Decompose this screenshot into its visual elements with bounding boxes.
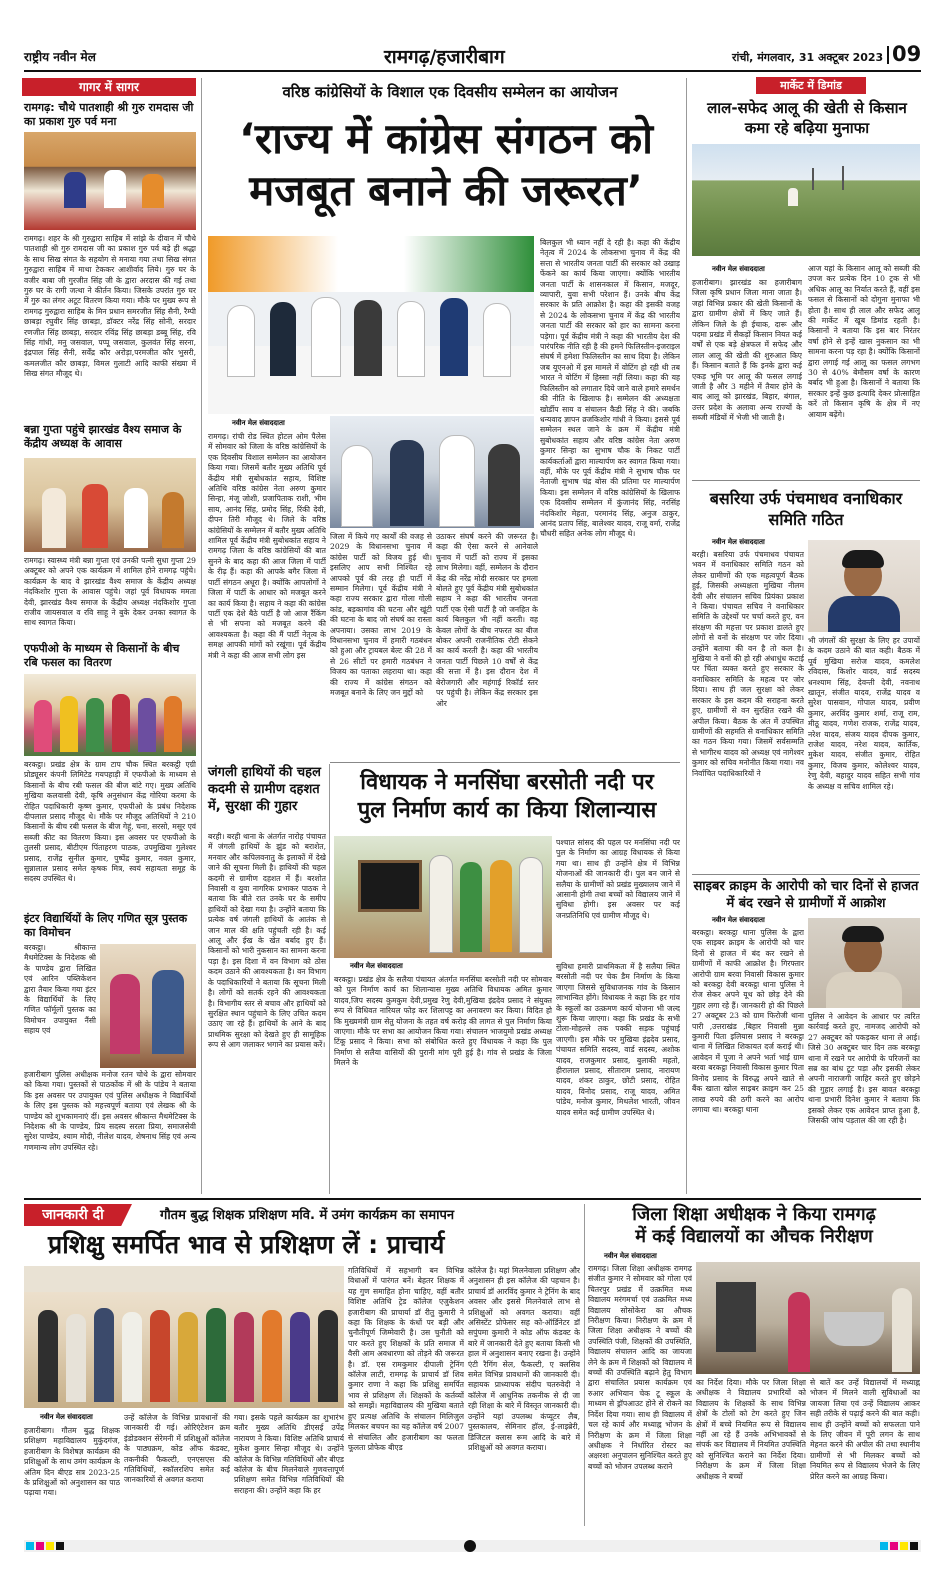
elephant-headline: जंगली हाथियों की चहल कदमी से ग्रामीण दहशत में, सुरक्षा की गुहार	[208, 765, 321, 814]
dateline: रांची, मंगलवार, 31 अक्टूबर 2023	[732, 51, 884, 64]
training-body-1: हजारीबाग। गौतम बुद्ध शिक्षक प्रशिक्षण महाविद्यालय मुकुंदगंज, हजारीबाग के विशेषज्ञ कार्यक्रम की प्रशिक्षुओं के साथ उमंग कार्यक्रम के अंतिम दिन बीएड सत्र 2023-25 के प्रशिक्षुओं को अनुशासन का पाठ पढ़ाया गया।	[24, 1426, 120, 1498]
training-body-3: गया। इसके पहले कार्यक्रम का शुभारंभ बतौर मुख्य अतिथि डीएसई उपेंद्र नारायण ने किया। विशिष्ट अतिथि प्राचार्य मुकेश कुमार सिन्हा मौजूद थे। उन्होंने कॉलेज के विभिन्न गतिविधियों और बीएड कॉलेज के बीच मिलनेवाले गुणवत्तापूर्ण प्रशिक्षण समेत विभिन्न गतिविधियों की सराहना की। उन्होंने कहा कि हर	[234, 1413, 344, 1495]
training-body-5: कॉलेज है। यहां मिलनेवाला प्रशिक्षण और अनुशासन ही इस कॉलेज की पहचान है। प्राचार्य डॉ आरविंद कुमार ने ट्रेनिंग के बाद अवसर और इससे मिलनेवाले लाभ से प्रशिक्षुओं को अवगत कराया। वहीं असिस्टेंट प्रोफेसर सह को-ऑर्डिनेटर डॉ सपुंपमा कुमारी ने कोड ऑफ कंडक्ट के बारे में जानकारी देते हुए बताया किसी भी हाल में अनुशासन बनाए रखना है। उन्होंने एंटी रैगिंग सेल, फैकल्टी, ए क्लसिव समेत विभिन्न प्रावधानों की जानकारी दी। सहायक प्राध्यापक संदीप चतरुवेदी ने कॉलेज में आधुनिक तकनीक से दी जा रही शिक्षा के बारे में विस्तृत जानकारी दी। उन्होंने यहां उपलब्ध कंप्यूटर लैब, पुस्तकालय, सेमिनार हॉल, ई-लाइब्रेरी, डिजिटल क्लास रूम आदि के बारे में प्रशिक्षुओं को अवगत कराया।	[468, 1266, 580, 1452]
bridge-body-2: बरकट्ठा। प्रखंड क्षेत्र के सलैया पंचायत अंतर्गत मनसिंघा बरसोती नदी पर सोमवार को पुल निर्माण कार्य का शिलान्यास मुख्य अतिथि विधायक अमित कुमार यादव,जिप सदस्य कुमकुम देवी,प्रमुख रेणु देवी,मुखिया इंद्रदेव प्रसाद ने संयुक्त रूप से विधिवत नारियल फोड़ कर शिलापट्ट का अनावरण कर किया। विदित हो कि मुख्यमंत्री ग्राम सेतु योजना के तहत वर्ष करोड़ की लागत से पुल निर्माण किया जाएगा। मौके पर सभा का आयोजन किया गया। संचालन भाजयुमो प्रखंड अध्यक्ष टिंकू प्रसाद ने किया। सभा को संबोधित करते हुए विधायक ने कहा कि पुल निर्माण से सलैया वासियों की पुरानी मांग पूरी हुई है। गांव से प्रखंड के जिला मिलने के	[334, 975, 552, 1068]
color-registration-strip	[24, 1540, 921, 1552]
brief-3-body: बरकट्ठा। प्रखंड क्षेत्र के ग्राम टाप चौक स्थित बरकट्ठी एग्री प्रोड्यूसर कंपनी लिमिटेड गयपहाड़ी में एफपीओ के माध्यम से किसानों के बीच रबी फसल की बीज बांटे गए। मुख्य अतिथि मुखिया कलवासी देवी, कृषि अनुसंधान केंद्र गोरिया करमा के रोहित पदाधिकारी कृष्ण कुमार, एफपीओ के प्रबंध निदेशक दीपलाल प्रसाद मौजूद थे। मौके पर मौजूद अतिथियों ने 210 किसानों के बीच रबी फसल के बीज गेहूं, चना, सरसो, मसूर एवं सब्जी कीट का वितरण किया। इस अवसर पर एफपीओ के तुलसी प्रसाद, बीटीएम पिंताहरण पाठक, उपमुखिया गुलेश्वर प्रसाद, राजेंद्र सुनील कुमार, पुष्पेंद्र कुमार, नवल कुमार, सुन्नालाल प्रसाद समेत कृषक मित्र, स्वयं सहायता समूह के सदस्य उपस्थित थे।	[24, 760, 196, 884]
minister-visit-photo	[24, 458, 196, 552]
bottom-divider	[584, 1204, 585, 1526]
col4-rule-2	[692, 874, 920, 875]
brief-4-body-b: हजारीबाग पुलिस अधीक्षक मनोज रतन चोथे के द्वारा सोमवार को किया गया। पुस्तकों से पाठकोंक में श्री के पांडेय ने बताया कि इस अवसर पर उपायुक्त एवं पुलिस अधीक्षक ने विद्यार्थियों के लिए इस पुस्तक को महत्त्वपूर्ण बताया एवं लेखक श्री के पाण्डेय को शुभकामनाएं दीं। इस अवसर श्रीकान्त मैथमेटिक्स के निदेशक श्री के पाण्डेय, प्रिय सदस्य सरला प्रिया, समाजसेवी सुरेश पाण्डेय, श्याम मोदी, नीलेश यादव, शेषनाथ सिंह एवं अन्य गणमान्य लोग उपस्थित रहे।	[24, 1070, 196, 1152]
bridge-headline-2: पुल निर्माण कार्य का किया शिलान्यास	[357, 798, 657, 823]
potato-body-1: हजारीबाग। झारखंड का हजारीबाग जिला कृषि प्रधान जिला माना जाता है। जहां विभिन्न प्रकार की खेती किसानों के द्वारा ग्रामीण क्षेत्रों में किए जाते हैं। लेकिन जिले के ही ईचाक, दारू और पदमा प्रखंड में सैकड़ों किसान नियत कई वर्षों से एक बड़े क्षेत्रफल में सफेद और लाल आलू की खेती की शुरुआत किए हैं। किसान बताते हैं कि इनके द्वारा कई एकड़ भूमि पर आलू की फसल लगाई जाती है और 3 महीने में तैयार होने के बाद आलू को झारखंड, बिहार, बंगाल, उत्तर प्रदेश के अलावा अन्य राज्यों के सब्जी मंडियों में भेजी भी जाती है।	[692, 278, 802, 423]
cyber-byline: नवीन मेल संवाददाता	[712, 916, 765, 924]
dateline-divider	[887, 46, 889, 64]
lead-bottom-rule	[330, 762, 680, 763]
congress-stage-photo	[330, 416, 534, 528]
brief-2-body: रामगढ़। स्वास्थ्य मंत्री बन्ना गुप्ता एवं उनकी पत्नी सुधा गुप्ता 29 अक्टूबर को अपने एक कार्यक्रम में शामिल होने रामगढ़ पहुंचे। कार्यक्रम के बाद वे झारखंड वैश्य समाज के केंद्रीय अध्यक्ष नंदकिशोर गुप्ता के आवास पहुंचे। जहां पूर्व विधायक ममता देवी, झारखंड वैश्य समाज के केंद्रीय अध्यक्ष नंदकिशोर गुप्ता राजीव जायसवाल व रवि साहू ने बुके देकर उनका स्वागत के साथ स्वागत किया।	[24, 556, 196, 628]
lead-body-3: उठाकर संघर्ष करने की जरूरत है। कहा की ऐसा करने से आनेवाले चुनाव में पार्टी को राज्य में इसका लाभ मिलेगा। वहीं, सम्मेलन के दौरान केंद्र की नरेंद्र मोदी सरकार पर हमला बोलते हुए पूर्व केंद्रीय मंत्री सुबोधकांत सहाय ने कहा की भारतीय जनता पार्टी एक ऐसी पार्टी है जो जनहित के कार्य बिलकुल भी नहीं करती। वह केवल लोगों के बीच नफरत का बीज बोकर अपनी राजनीतिक रोटी सेकने का कार्य करती है। कहा की भारतीय जनता पार्टी पिछले 10 वर्षों से केंद्र की सत्ता में है। इस दौरान देश में बेरोजगारी और महंगाई रिकॉर्ड स्तर पर पहुंची है। लेकिन केंद्र सरकार इस ओर	[436, 532, 538, 708]
lead-byline: नवीन मेल संवाददाता	[232, 419, 285, 427]
potato-body-2: आज यहां के किसान आलू को सब्जी की उपज कर प्रत्येक दिन 10 ट्रक से भी अधिक आलू का निर्यात करते हैं, वहीं इस फसल से किसानों को दोगुना मुनाफा भी होता है। साथ ही लाल और सफेद आलू की मार्केट में खूब डिमांड रहती है। किसानों ने बताया कि इस बार निरंतर वर्षा होने से इन्हें खास नुकसान का भी सामना करना पड़ रहा है। क्योंकि किसानों द्वारा लगाई गई आलू का फसल लगभग 30 से 40% बेमौसम वर्षा के कारण बर्बाद भी हुआ है। किसानों ने बताया कि सरकार इन्हें कुछ इत्यादि देकर प्रोत्साहित करें तो किसान कृषि के क्षेत्र में नए आयाम बढ़ेंगे।	[808, 264, 920, 419]
page-number: 09	[892, 42, 922, 66]
inspection-body-2: का निर्देश दिया। मौके पर जिला शिक्षा अधीक्षक ने विद्यालय प्रभारियों को विद्यालय के शिक्षकों के साथ विभिन्न क्षेत्रों के टोलों को टेग करते हुए जिन क्षेत्रों में बच्चे नियमित रूप से विद्यालय नहीं आ रहे हैं उनके अभिभावकों से संपर्क कर विद्यालय में नियमित उपस्थिति को सुनिश्चित कराने का निर्देश दिया। निरीक्षण के क्रम में जिला शिक्षा अधीक्षक ने बच्चों	[696, 1378, 806, 1481]
potato-byline: नवीन मेल संवाददाता	[712, 265, 765, 273]
samiti-byline: नवीन मेल संवाददाता	[712, 538, 765, 546]
brief-3-headline: एफपीओ के माध्यम से किसानों के बीच रबि फसल का वितरण	[24, 642, 180, 669]
samiti-headline: बसरिया उर्फ पंचमाधव वनाधिकार समिति गठित	[709, 489, 903, 529]
samiti-portrait-photo	[808, 540, 920, 632]
brief-4-body-a: बरकट्ठा। श्रीकान्त मैथमेटिक्स के निदेशक श्री के पाण्डेय द्वारा लिखित एवं आरिन पब्लिकेशन द्वारा तैयार किया गया इंटर के विद्यार्थियों के लिए गणित फॉर्मूलों पुस्तक का विमोचन उपायुक्त नैंसी सहाय एवं	[24, 943, 96, 1036]
elephant-body: बरही। बरही थाना के अंतर्गत नारोह पंचायत में जंगली हाथियों के झुंड को बराशेत, मनवार और कपिलवनातु के इलाकों में देखे जाने की सूचना मिली है। हाथियों की चहल कदमी से ग्रामीण दहशत में हैं। बरशोत निवासी व युवा नागरिक प्रभाकर पाठक ने बताया कि बीते रात उनके घर के समीप हाथियों को देखा गया है। उन्होंने बताया कि प्रत्येक वर्ष जंगली हाथियों के आतंक से जान माल की क्षति पहुंचती रही है। कई आलू और ईख के खेत बर्बाद हुए हैं। किसानों को भारी नुकसान का सामना करना पड़ा है। इस दिशा में वन विभाग को ठोस कदम उठाने की आवश्यकता है। वन विभाग के पदाधिकारियों ने बताया कि सूचना मिली है। लोगों को सतर्क रहने की आवश्यकता है। विभागीय स्तर से बचाव और हाथियों को सुरक्षित स्थान पहुंचाने के लिए उचित कदम उठाए जा रहे हैं। हाथियों के आने के बाद प्राथमिक सुरक्षा को देखते हुए ही सामूहिक रूप से आग जलाकर भगाने का प्रयास करें।	[208, 832, 326, 1050]
col3-divider	[686, 78, 687, 1194]
section-tag-gagar: गागर में सागर	[22, 78, 196, 96]
inspection-byline: नवीन मेल संवाददाता	[604, 1252, 657, 1260]
inspection-headline-1: जिला शिक्षा अधीक्षक ने किया रामगढ़	[632, 1204, 876, 1225]
masthead	[0, 0, 945, 72]
potato-headline: लाल-सफेद आलू की खेती से किसान कमा रहे बढ़िया मुनाफा	[707, 99, 907, 137]
book-launch-photo	[100, 944, 196, 1068]
bridge-byline: नवीन मेल संवाददाता	[350, 962, 403, 970]
lead-body-4: बिलकुल भी ध्यान नहीं दे रही है। कहा की केंद्रीय नेतृत्व में 2024 के लोकसभा चुनाव में केंद्र की सत्ता से भारतीय जनता पार्टी की सरकार को उखाड़ फेंकने का कार्य किया जाएगा। क्योंकि भारतीय जनता पार्टी के शासनकाल में किसान, मजदूर, व्यापारी, युवा सभी परेशान हैं। उनके बीच केंद्र सरकार के प्रति आक्रोश है। कहा की इसकी वजह से 2024 के लोकसभा चुनाव में केंद्र की भारतीय जनता पार्टी की सरकार को हार का सामना करना पड़ेगा। पूर्व केंद्रीय मंत्री ने कहा की भारतीय देश की पारंपरिक नीति रही है की हमने फिलिस्तीन-इजराइल संघर्ष में हमेशा फिलिस्तीन का साथ दिया है। लेकिन जब यूएनओ में इस मामले में वोटिंग हो रही थी तब भारत ने वोटिंग में हिस्सा नहीं लिया। कहा की यह फिलिस्तीन को लगातार दिये जाने वाले हमारे समर्थन की नीति के खिलाफ है। सम्मेलन की अध्यक्षता खोर्डीप साय व संचालन कैडी सिंह ने की। जबकि धन्यवाद ज्ञापन व्रजकिशोर गांधी ने किया। इससे पूर्व सम्मेलन स्थल जाने के क्रम में केंद्रीय मंत्री सुबोधकांत सहाय और वरिष्ठ कांग्रेस नेता अरुण कुमार सिन्हा का सुभाष चौक के निकट पार्टी कार्यकर्ताओं द्वारा माल्यार्पण कर स्वागत किया गया। वहीं, मौके पर पूर्व केंद्रीय मंत्री ने सुभाष चौक पर नेताजी सुभाष चंद्र बोस की प्रतिमा पर माल्यार्पण किया। इस सम्मेलन में वरिष्ठ कांग्रेसियों के खिलाफ एक दिवसीय सम्मेलन में कुंजानंद सिंह, नरसिंह नंदकिशोर मेहता, परमानंद सिंह, अनुज ठाकुर, आनंद प्रताप सिंह, बालेश्वर यादव, राजू वर्मा, राजेंद्र चौधरी सहित अनेक लोग मौजूद थे।	[540, 238, 680, 539]
cyber-body-1: बरकट्ठा। बरकट्ठा थाना पुलिस के द्वारा एक साइबर क्राइम के आरोपी को चार दिनों से हाजत में बंद कर रखने से ग्रामीणों में काफी आक्रोश है। गिरफ्तार आरोपी ग्राम बरवा निवासी विकास कुमार को बरकट्ठा देवी बरकट्ठा थाना पुलिस ने रोज सेकर अपने यूथ को छोड़ देने की गुहार लगा रहे हैं। जानकारी हो की पिछले 27 अक्टूबर 23 को ग्राम फिरोजी थाना पारी ,उत्तराखंड ,बिहार निवासी मुन्ना कुमारी पिता इलियास प्रसाद ने बरकट्ठा थाना में लिखित शिकायत दर्ज कराई थी। आवेदन में पूजा ने अपने भर्ता भाई ग्राम बरवा बरकट्ठा निवासी विकास कुमार पिता विनोद प्रसाद के विरुद्ध अपने खाते से बैंक खाता खोल साइबर क्राइम कर 25 लाख रुपये की ठगी करने का आरोप लगाया था। बरकट्ठा थाना	[692, 928, 804, 1114]
training-kicker: गौतम बुद्ध शिक्षक प्रशिक्षण मवि. में उमंग कार्यक्रम का समापन	[160, 1208, 455, 1223]
lead-body-2: जिला में किये गए कार्यों की वजह से 2029 के विधानसभा चुनाव में कांग्रेस पार्टी को विजय हुई थी। इसलिए आप सभी निश्चित रहे आपको पूर्व की तरह ही पार्टी में सम्मान मिलेगा। पूर्व केंद्रीय मंत्री ने कहा राज्य सरकार द्वारा गोला गोली कांड, बड़कागांव की घटना और खूंटी की घटना के बाद जो संघर्ष का रास्ता अपनाया। उसका लाभ 2019 के विधानसभा चुनाव में हमारी गठबंधन को हुआ और ट्रायबल बेल्ट की 28 में से 26 सीटों पर हमारी गठबंधन ने विजय का पताका लहराया था। कहा की राज्य में कांग्रेस संगठन को मजबूत बनाने के लिए जन मुद्दों को	[330, 532, 432, 698]
col1-divider	[201, 78, 202, 1194]
congress-meeting-photo	[208, 236, 534, 414]
training-body-4: गतिविधियों में सहभागी बन विभिन्न विधाओं में पारंगत बनें। बेहतर शिक्षक में यह गुण समाहित होना चाहिए, वहीं बतौर विशिष्ट अतिथि ट्रेड कॉलेज एजुकेशन हजारीबाग की प्राचार्या डॉ रीतु कुमारी ने कहा कि शिक्षक के कंधों पर बड़ी और चुनौतीपूर्ण जिम्मेवारी है। उस चुनौती को पार करते हुए शिक्षकों के प्रति समाज में वैसी आम अवधारणा को तोड़ने की जरूरत है। डॉ. एस रामकुमार दीपाली ट्रेनिंग कॉलेज लाटी, रामगढ़ के प्राचार्य डॉ शिव कुमार राणा ने कहा कि प्रशिक्षु समर्पित भाव से प्रशिक्षण लें। शिक्षकों के कर्तव्यों को समझें। महाविद्यालय की मुखिया बताते हुए प्रत्यक्ष अतिथि के संचालन मिलिजुल मिलकर बचपन का यह कॉलेज वर्ष 2007 से संचालित और हजारीबाग का फलता फूलता प्रोफेक बीएड	[348, 1266, 464, 1452]
potato-field-photo	[692, 144, 920, 256]
fpo-distribution-photo	[24, 674, 196, 756]
training-tag: जानकारी दी	[42, 1207, 104, 1223]
school-kitchen-photo	[696, 1262, 920, 1374]
training-headline: प्रशिक्षु समर्पित भाव से प्रशिक्षण लें : प्राचार्य	[48, 1230, 445, 1259]
lead-headline-1: ‘राज्य में कांग्रेस संगठन को	[238, 114, 654, 163]
samiti-body-2: भी जंगलों की सुरक्षा के लिए हर उपायों के कदम उठाने की बात कही। बैठक में पूर्व मुखिया सरोज यादव, कमलेश रविदास, किशोर यादव, वार्ड सदस्य धनश्याम सिंह, देवन्ती देवी, नवनाथ खातून, संजीत यादव, राजेंद्र यादव व सुरेश पासवान, गोपाल यादव, प्रवीण कुमार, अरविंद कुमार शर्मा, राजू राम, मीठू यादव, गणेश राजक, राजेंद्र यादव, नरेश यादव, संजय यादव दीपक कुमार, राजेश यादव, नरेश यादव, कार्तिक, मुकेश यादव, संजीत कुमार, रोहित कुमार, विजय कुमार, कोलेश्वर यादव, रेणु देवी, बहादुर यादव सहित सभी गांव के अध्यक्ष व सचिव शामिल रहे।	[808, 636, 920, 791]
section-title: रामगढ़/हजारीबाग	[384, 46, 505, 68]
elephant-divider	[329, 764, 330, 1194]
bridge-foundation-photo	[334, 836, 552, 958]
inspection-body-3: से बातें कर उन्हें विद्यालयों में मध्याह्न भोजन में मिलने वाली सुविधाओं का जायजा लिया एवं उन्हें विद्यालय आकर सही तरीके से पढ़ाई करने की बात कही। साथ ही उन्होंने बच्चों को सफलता पाने के लिए जीवन में पूरी लगन के साथ मेहनत करने की अपील की तथा स्थानीय ग्रामीणों से भी मिलकर बच्चों को नियमित रूप से विद्यालय भेजने के लिए प्रेरित करने का आग्रह किया।	[810, 1378, 920, 1481]
brief-1-body: रामगढ़। शहर के श्री गुरुद्वारा साहिब में सांझे के दीवान में चौथे पातशाही श्री गुरु रामदास जी का प्रकाश गुरु पर्व बड़े ही श्रद्धा के साथ सिख संगत के सहयोग से मनाया गया तथा सिख संगत गुरुद्वारा साहिब में माथा टेककर आशीर्वाद लिये। गुरु घर के वजीर बाबा जी गुरजीत सिंह जी के द्वारा अरदास की गई तथा गुरु घर के रागी जत्था ने कीर्तन किया। जिसके उपरांत गुरु घर में गुरु का लंगर अटूट वितरण किया गया। मौके पर मुख्य रूप से रामगढ़ गुरुद्वारा साहिब के मिन प्रधान समरजीत सिंह सैनी, रैम्पी छाबड़ा रघुवीर सिंह छाबड़ा, डॉक्टर नरेंद्र सिंह सोनी, सरदार रणजीत सिंह छाबड़ा, सरदार रविंद्र सिंह छाबड़ा डब्बू सिंह, रवि सिंह गांधी, मनु जसवाल, पप्पू जसवाल, कुलवंत सिंह सरना, इंद्रपाल सिंह सैनी, सर्वेंद्र कौर अरोड़ा,परमजीत कौर भुसरी, कमलजीत कौर छाबड़ा, विमल गुलाटी आदि काफी संख्या में सिख संगत मौजूद थे।	[24, 234, 196, 379]
bottom-section-rule	[24, 1198, 921, 1200]
lead-kicker: वरिष्ठ कांग्रेसियों के विशाल एक दिवसीय सम्मेलन का आयोजन	[282, 83, 618, 101]
brief-2-headline: बन्ना गुप्ता पहुंचे झारखंड वैश्य समाज के केंद्रीय अध्यक्ष के आवास	[24, 423, 182, 450]
cyber-body-2: पुलिस ने आवेदन के आधार पर त्वरित कार्रवाई करते हुए, नामजद आरोपी को 27 अक्टूबर को पकड़कर थाना ले आई। जिसे 30 अक्टूबर चार दिन तक बरकट्ठा थाना में रखने पर आरोपी के परिजनों का सब्र का बांध टूट पड़ा और इसकी लेकर अपनी नाराजगी जाहिर करते हुए छोड़ने की गुहार लगाई है। इस बावत बरकट्ठा थाना प्रभारी दिनेश कुमार ने बताया कि इसको लेकर एक आवेदन प्राप्त हुआ है, जिसकी जांच पड़ताल की जा रही है।	[808, 1012, 920, 1126]
bridge-body-1: पश्चात सांसद की पहल पर मनसिंघा नदी पर पुल के निर्माण का आग्रह विधायक से किया गया था। साथ ही उन्होंने क्षेत्र में विभिन्न योजनाओं की जानकारी दी। पुल बन जाने से सलैया के ग्रामीणों को प्रखंड मुख्यालय जाने में आसानी होगी तथा बच्चों को विद्यालय जाने में सुविधा होगी। इस अवसर पर कई जनप्रतिनिधि एवं ग्रामीण मौजूद थे।	[556, 838, 680, 920]
inspection-headline-2: में कई विद्यालयों का औचक निरीक्षण	[635, 1226, 873, 1247]
brief-4-headline: इंटर विद्यार्थियों के लिए गणित सूत्र पुस्तक का विमोचन	[24, 912, 188, 939]
bridge-headline-1: विधायक ने मनसिंघा बरसोती नदी पर	[360, 770, 654, 795]
newspaper-logo: राष्ट्रीय नवीन मेल	[24, 50, 96, 64]
accused-portrait-photo	[808, 918, 920, 1008]
inspection-body-1: रामगढ़। जिला शिक्षा अधीक्षक रामगढ़ संजीत कुमार ने सोमवार को गोला एवं चितरपुर प्रखंड में उत्क्रमित मध्य विद्यालय मरंगमर्चा एवं उत्क्रमित मध्य विद्यालय सोसोकेरा का औचक निरीक्षण किया। निरीक्षण के क्रम में जिला शिक्षा अधीक्षक ने बच्चों की उपस्थिति पंजी, शिक्षकों की उपस्थिति, विद्यालय संचालन आदि का जायजा लेने के क्रम में शिक्षकों को विद्यालय में बच्चों की उपस्थिति बढ़ाने हेतु विभाग द्वारा संचालित प्रयास कार्यक्रम एवं रुआर अभियान चेक टू स्कूल के माध्यम से ड्रॉपआउट होने से रोकने का निर्देश दिया गया। साथ ही विद्यालय में चल रहे कार्य और मध्याह्न भोजन के निरीक्षण के क्रम में जिला शिक्षा अधीक्षक ने निर्धारित रोस्टर का अक्षरशः अनुपालन सुनिश्चित करते हुए बच्चों को भोजन उपलब्ध कराने	[588, 1264, 692, 1471]
section-tag-market: मार्केट में डिमांड	[756, 77, 866, 94]
lead-headline-2: मजबूत बनाने की जरूरत’	[249, 166, 643, 215]
masthead-rule	[24, 70, 921, 72]
training-body-2: उन्हें कॉलेज के विभिन्न प्रावधानों की जानकारी दी गई। ओरिएंटेशन क्रम इंडोडक्शन सेरेमनी में प्रशिक्षुओं कॉलेज के पाठ्यक्रम, कोड ऑफ कंडक्ट, तकनीकी फैकल्टी, एनएसएस की गतिविधियों, स्कॉलरशिप समेत कई जानकारियों से अवगत कराया	[124, 1413, 230, 1485]
training-group-photo	[24, 1266, 344, 1408]
cyber-headline: साइबर क्राइम के आरोपी को चार दिनों से हाजत में बंद रखने से ग्रामीणों में आक्रोश	[693, 879, 919, 911]
lead-body-1: रामगढ़। रांची रोड स्थित होटल ओम पैलेस में सोमवार को जिला के वरिष्ठ कांग्रेसियों के एक दिवसीय विशाल सम्मेलन का आयोजन किया गया। जिसमें बतौर मुख्य अतिथि पूर्व केंद्रीय मंत्री सुबोधकांत सहाय, विशिष्ट अतिथि वरिष्ठ कांग्रेस नेता अरुण कुमार सिन्हा, मंजू जोशी, प्रजापिताक राशी, भीम साय, आनंद सिंह, प्रमोद सिंह, रिंकी देवी, दीपन तिरी मौजूद थे। जिले के वरिष्ठ कांग्रेसियों के सम्मेलन में बतौर मुख्य अतिथि शामिल पूर्व केंद्रीय मंत्री सुबोधकांत सहाय ने रामगढ़ जिला के वरिष्ठ कांग्रेसियों की बात सुनने के बाद कहा की आज जिला में पार्टी के रीढ़ हैं। कहा की आपके बगैर जिला में पार्टी संगठन अधूरा है। क्योंकि आपलोगों ने जिला में पार्टी के आधार को मजबूत करने का कार्य किया है। सहाय ने कहा की कांग्रेस पार्टी एक देशे बैठे पार्टी है जो आज रैंकिंग से भी सपना को मजबूत करने की आवश्यकता है। कहा की मैं पार्टी नेतृत्व के समक्ष आपकी मांगों को रखूंगा। पूर्व केंद्रीय मंत्री ने कहा की आज सभी लोग इस	[208, 432, 326, 660]
brief-1-headline: रामगढ़: चौथे पातशाही श्री गुरु रामदास जी का प्रकाश गुरु पर्व मना	[24, 101, 194, 128]
col4-rule-1	[692, 480, 920, 481]
training-byline: नवीन मेल संवाददाता	[40, 1413, 93, 1421]
bridge-body-3: सुविधा हमारी प्राथमिकता में है सलैया स्थित बरसोती नदी पर चेक डैम निर्माण के किया जाएगा जिससे सुविधाजनक गांव के किसान लाभान्वित होंगे। विधायक ने कहा कि हर गांव के स्कूलों का उत्क्रमण कार्य योजना भी जल्द शुरू किया जाएगा। कहा कि प्रखंड के सभी टोला-मोहल्ले तक पक्की सड़क पहुंचाई जाएगी। इस मौके पर मुखिया इंद्रदेव प्रसाद, पंचायत समिति सदस्य, वार्ड सदस्य, अशोक यादव, राजकुमार प्रसाद, बुलाकी महतो, हीरालाल प्रसाद, सीताराम प्रसाद, नारायण यादव, शंकर ठाकुर, छोटी प्रसाद, रोहित यादव, विनोद प्रसाद, राजू यादव, अमित पांडेय, मनोज कुमार, मिथलेश भारती, जीवन यादव समेत कई ग्रामीण उपस्थित थे।	[556, 962, 680, 1117]
samiti-body-1: बरही। बसरिया उर्फ पंचमाधव पंचायत भवन में वनाधिकार समिति गठन को लेकर ग्रामीणों की एक महत्वपूर्ण बैठक हुई, जिसकी अध्यक्षता मुखिया नीलम देवी और संचालन सचिव प्रियंका प्रकाश ने किया। पंचायत सचिव ने वनाधिकार समिति के उद्देश्यों पर चर्चा करते हुए, वन संरक्षण की महत्ता पर प्रकाश डालते हुए लोगों से वनों के संरक्षण पर जोर दिया। उन्होंने बताया की वन है तो कल है। मुखिया ने वनों की हो रही अंधाधुंध कटाई पर चिंता व्यक्त करते हुए सरकार के वनाधिकार समिति के महत्व पर जोर दिया। साथ ही जल सुरक्षा को लेकर सरकार के इस कदम की सराहना करते हुए, ग्रामीणों से वन सुरक्षित रखने की अपील किया। बैठक के अंत में उपस्थित ग्रामीणों की सहमति से वनाधिकार समिति का गठन किया गया। जिसमें सर्वसम्मति से भागीरथ यादव को अध्यक्ष एवं नागेश्वर कुमार को सचिव मनोनीत किया गया। नव निर्वाचित पदाधिकारियों ने	[692, 550, 804, 778]
gurudwara-photo	[24, 132, 196, 230]
